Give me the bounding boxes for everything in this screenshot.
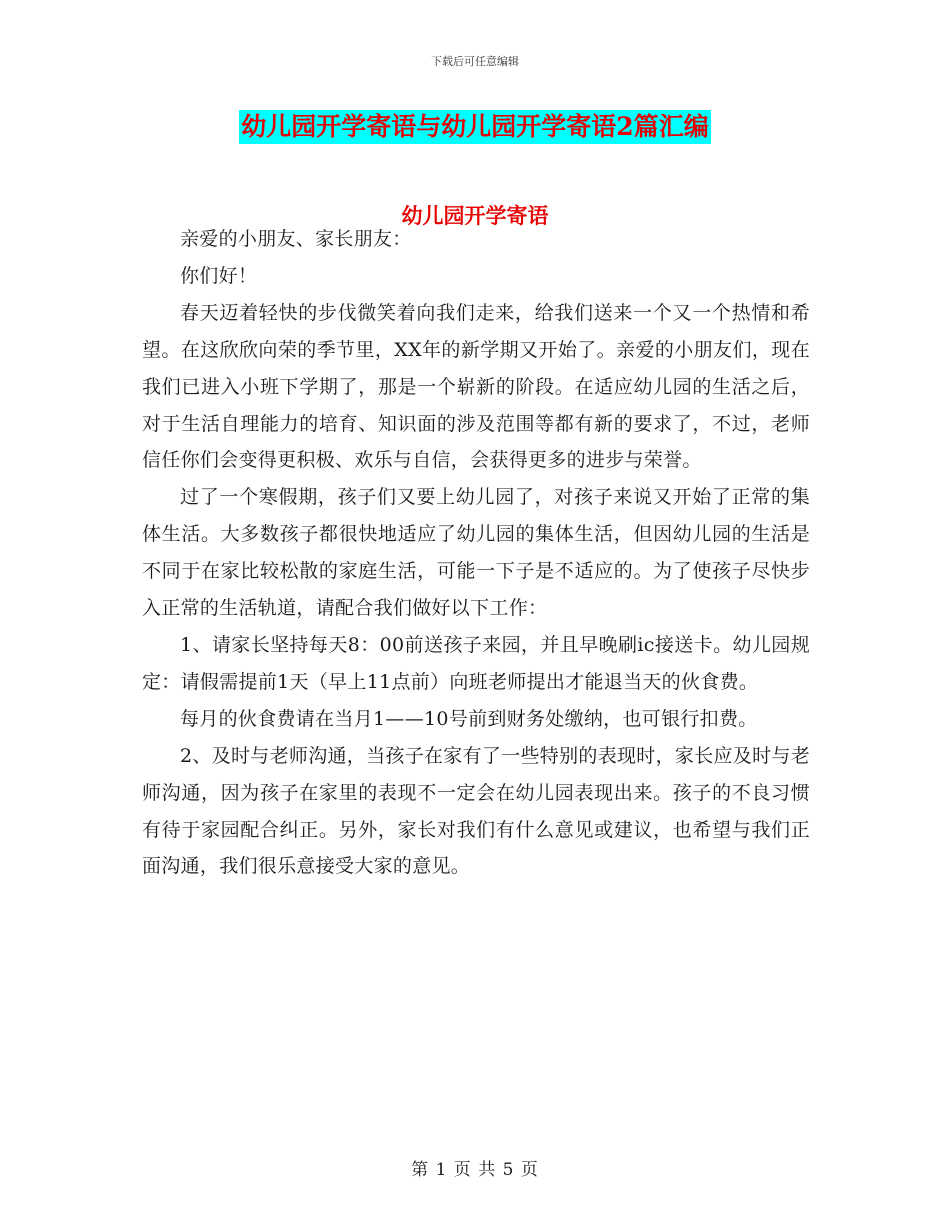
body-paragraph: 春天迈着轻快的步伐微笑着向我们走来，给我们送来一个又一个热情和希望。在这欣欣向荣的季节里，XX年的新学期又开始了。亲爱的小朋友们，现在我们已进入小班下学期了，那是一个崭新的阶段。在适应幼儿园的生活之后，对于生活自理能力的培育、知识面的涉及范围等都有新的要求了，不过，老师信任你们会变得更积极、欢乐与自信，会获得更多的进步与荣誉。 <box>142 301 810 472</box>
section-title: 幼儿园开学寄语 <box>401 203 549 228</box>
document-body <box>142 221 810 885</box>
body-paragraph: 每月的伙食费请在当月1——10号前到财务处缴纳，也可银行扣费。 <box>180 707 758 730</box>
body-paragraph: 2、及时与老师沟通，当孩子在家有了一些特别的表现时，家长应及时与老师沟通，因为孩子在家里的表现不一定会在幼儿园表现出来。孩子的不良习惯有待于家园配合纠正。另外，家长对我们有什么意见或建议，也希望与我们正面沟通，我们很乐意接受大家的意见。 <box>142 744 810 878</box>
document-title-container <box>0 110 950 144</box>
page-number-footer: 第 1 页 共 5 页 <box>411 1160 539 1180</box>
header-note: 下载后可任意编辑 <box>431 55 519 68</box>
document-title: 幼儿园开学寄语与幼儿园开学寄语2篇汇编 <box>239 110 710 144</box>
body-paragraph: 过了一个寒假期，孩子们又要上幼儿园了，对孩子来说又开始了正常的集体生活。大多数孩子都很快地适应了幼儿园的集体生活，但因幼儿园的生活是不同于在家比较松散的家庭生活，可能一下子是不适应的。为了使孩子尽快步入正常的生活轨道，请配合我们做好以下工作： <box>142 486 810 620</box>
salutation-line: 你们好！ <box>180 264 258 287</box>
greeting-line: 亲爱的小朋友、家长朋友： <box>180 228 412 250</box>
body-paragraph: 1、请家长坚持每天8：00前送孩子来园，并且早晚刷ic接送卡。幼儿园规定：请假需提前1天（早上11点前）向班老师提出才能退当天的伙食费。 <box>142 633 810 693</box>
